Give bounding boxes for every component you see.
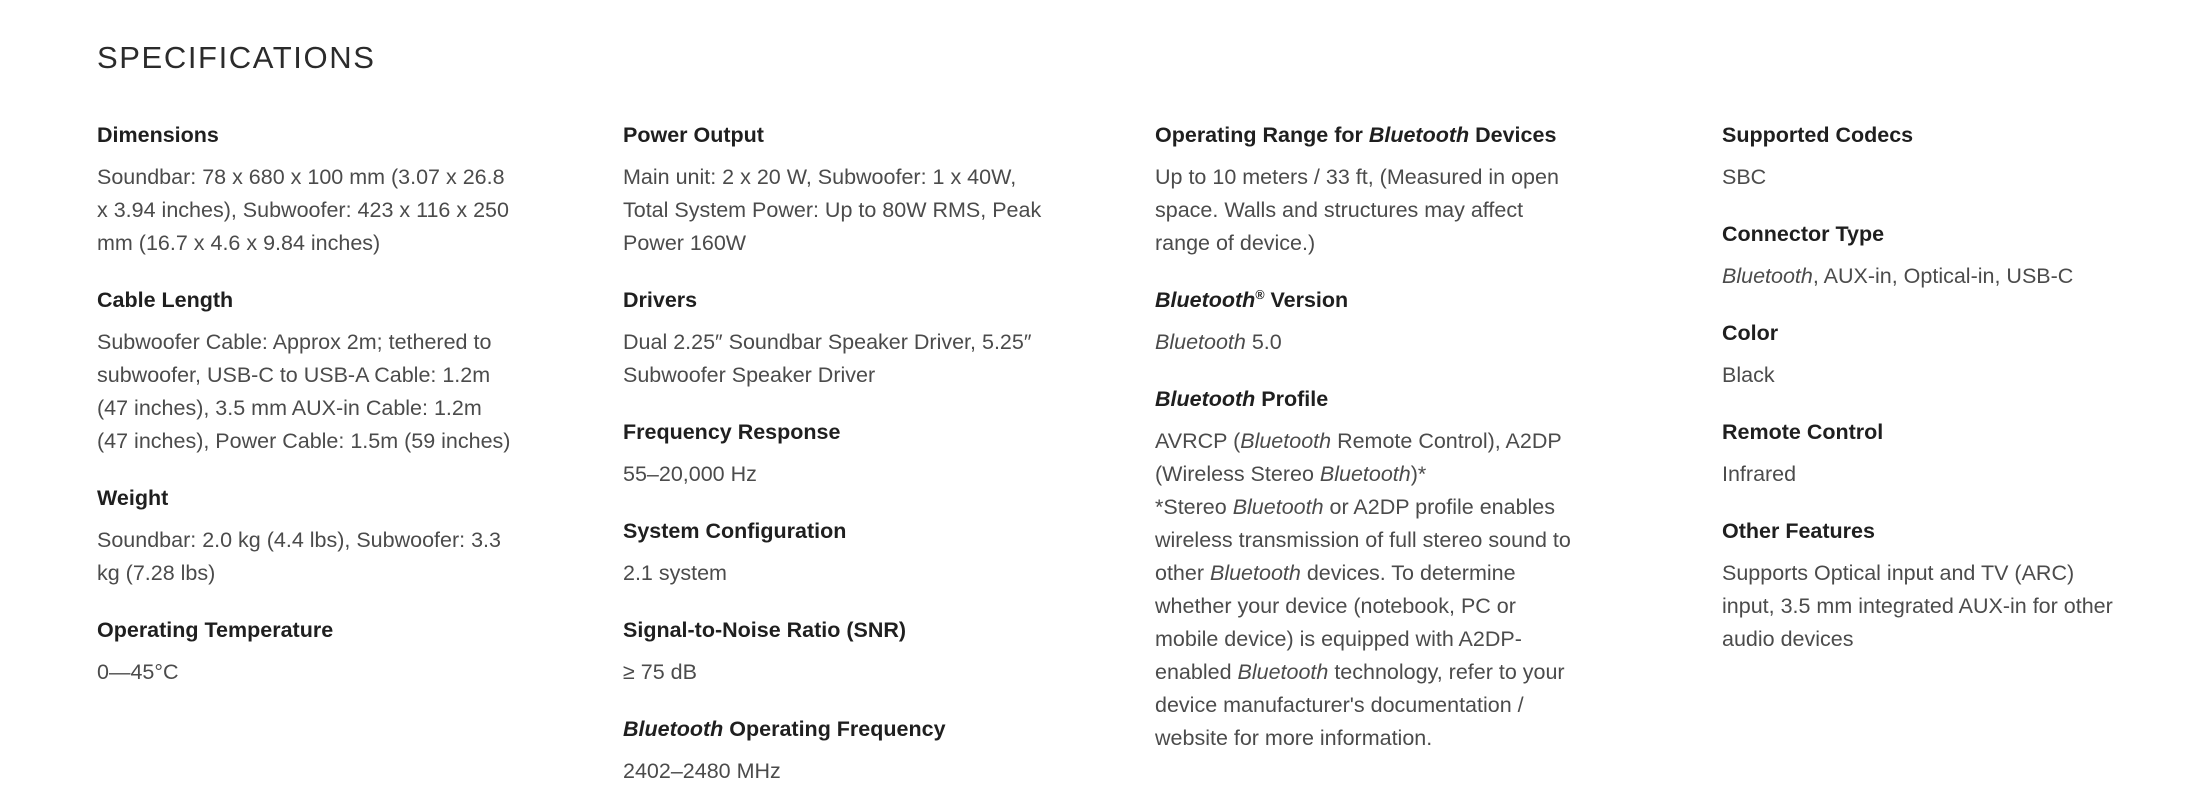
text-run: Infrared <box>1722 461 1797 486</box>
text-run-italic: Bluetooth <box>1368 122 1470 147</box>
spec-section <box>623 419 1050 491</box>
text-run: *Stereo <box>1155 494 1233 519</box>
text-run: Connector Type <box>1722 221 1885 246</box>
text-run-italic: Bluetooth <box>1240 428 1332 453</box>
spec-value <box>1722 161 2115 194</box>
text-run: AVRCP ( <box>1155 428 1241 453</box>
spec-heading <box>1722 122 2115 148</box>
spec-value <box>623 656 1050 689</box>
text-run: Remote Control <box>1722 419 1884 444</box>
spec-heading <box>1722 419 2115 445</box>
text-run-italic: Bluetooth <box>1237 659 1329 684</box>
page-title: SPECIFICATIONS <box>97 40 376 75</box>
spec-section <box>623 617 1050 689</box>
text-run: Version <box>1264 287 1349 312</box>
text-run: technology, refer to your device manufacturer's documentation / website for more information. <box>1155 659 1565 750</box>
spec-value <box>623 458 1050 491</box>
text-run-italic: Bluetooth <box>1155 386 1256 411</box>
spec-column-audio <box>623 122 1050 788</box>
spec-heading <box>1155 122 1575 148</box>
text-run: Operating Frequency <box>723 716 946 741</box>
spec-heading <box>1722 320 2115 346</box>
text-run: Color <box>1722 320 1779 345</box>
spec-heading <box>623 518 1050 544</box>
text-run: )* <box>1410 461 1427 486</box>
text-run: System Configuration <box>623 518 847 543</box>
spec-value <box>1155 425 1575 755</box>
text-run: Power Output <box>623 122 764 147</box>
text-run: Signal-to-Noise Ratio (SNR) <box>623 617 907 642</box>
text-run-italic: Bluetooth <box>1232 494 1324 519</box>
text-run: Up to 10 meters / 33 ft, (Measured in open space. Walls and structures may affect range of device.) <box>1155 164 1559 255</box>
text-run: 2.1 system <box>623 560 727 585</box>
text-run: or A2DP profile enables wireless transmission of full stereo sound to other <box>1155 494 1571 585</box>
text-run-superscript: ® <box>1255 287 1265 302</box>
spec-section <box>1155 122 1575 260</box>
text-run: Supported Codecs <box>1722 122 1914 147</box>
spec-column-connectivity <box>1680 122 2115 683</box>
spec-heading <box>97 485 518 511</box>
spec-value <box>97 326 518 458</box>
text-run: devices. To determine whether your device (notebook, PC or mobile device) is equipped with A2DP-enabled <box>1155 560 1522 684</box>
text-run: Drivers <box>623 287 698 312</box>
spec-heading <box>97 287 518 313</box>
text-run-italic: Bluetooth <box>623 716 724 741</box>
spec-heading <box>623 122 1050 148</box>
text-run: Devices <box>1469 122 1557 147</box>
spec-value <box>623 755 1050 788</box>
text-run-italic: Bluetooth <box>1155 287 1256 312</box>
spec-column-bluetooth <box>1155 122 1575 782</box>
text-run: Subwoofer Cable: Approx 2m; tethered to subwoofer, USB-C to USB-A Cable: 1.2m (47 inches), 3.5 mm AUX-in Cable: 1.2m (47 inches), Power Cable: 1.5m (59 inches) <box>97 329 511 453</box>
spec-heading <box>1722 518 2115 544</box>
spec-section <box>97 617 518 689</box>
text-run: Dual 2.25″ Soundbar Speaker Driver, 5.25″ Subwoofer Speaker Driver <box>623 329 1032 387</box>
spec-section <box>1155 287 1575 359</box>
spec-value <box>623 326 1050 392</box>
spec-value <box>97 656 518 689</box>
text-run: 55–20,000 Hz <box>623 461 757 486</box>
text-run: Operating Range for <box>1155 122 1369 147</box>
text-run-italic: Bluetooth <box>1155 329 1246 354</box>
spec-section <box>1722 518 2115 656</box>
spec-section <box>1722 320 2115 392</box>
text-run: Dimensions <box>97 122 219 147</box>
spec-section <box>623 287 1050 392</box>
spec-heading <box>1722 221 2115 247</box>
text-run: Operating Temperature <box>97 617 334 642</box>
spec-section <box>97 287 518 458</box>
spec-heading <box>1155 386 1575 412</box>
spec-columns <box>97 122 2120 788</box>
spec-heading <box>623 419 1050 445</box>
spec-section <box>1722 419 2115 491</box>
text-run: Frequency Response <box>623 419 841 444</box>
spec-section <box>623 122 1050 260</box>
text-run: , AUX-in, Optical-in, USB-C <box>1812 263 2074 288</box>
spec-value <box>97 161 518 260</box>
spec-column-physical <box>97 122 518 716</box>
text-run: Other Features <box>1722 518 1875 543</box>
text-run: 0—45°C <box>97 659 179 684</box>
text-run: Weight <box>97 485 169 510</box>
text-run-italic: Bluetooth <box>1319 461 1411 486</box>
text-run: 5.0 <box>1245 329 1282 354</box>
spec-value <box>1155 161 1575 260</box>
text-run: Black <box>1722 362 1775 387</box>
text-run-italic: Bluetooth <box>1209 560 1301 585</box>
text-run: Soundbar: 78 x 680 x 100 mm (3.07 x 26.8 x 3.94 inches), Subwoofer: 423 x 116 x 250 mm (16.7 x 4.6 x 9.84 inches) <box>97 164 509 255</box>
text-run: Main unit: 2 x 20 W, Subwoofer: 1 x 40W, Total System Power: Up to 80W RMS, Peak Power 160W <box>623 164 1042 255</box>
spec-section <box>623 716 1050 788</box>
spec-section <box>97 122 518 260</box>
spec-section <box>1155 386 1575 755</box>
text-run-italic: Bluetooth <box>1722 263 1813 288</box>
spec-section <box>97 485 518 590</box>
spec-value <box>1722 359 2115 392</box>
spec-value <box>97 524 518 590</box>
text-run: Soundbar: 2.0 kg (4.4 lbs), Subwoofer: 3.3 kg (7.28 lbs) <box>97 527 501 585</box>
spec-heading <box>1155 287 1575 313</box>
text-run: Remote Control), A2DP (Wireless Stereo <box>1155 428 1562 486</box>
spec-value <box>1722 458 2115 491</box>
text-run: Supports Optical input and TV (ARC) input, 3.5 mm integrated AUX-in for other audio devices <box>1722 560 2113 651</box>
spec-heading <box>623 617 1050 643</box>
spec-heading <box>623 716 1050 742</box>
spec-section <box>623 518 1050 590</box>
spec-value <box>1155 326 1575 359</box>
text-run: Profile <box>1255 386 1329 411</box>
text-run: ≥ 75 dB <box>623 659 697 684</box>
spec-heading <box>623 287 1050 313</box>
spec-section <box>1722 122 2115 194</box>
spec-heading <box>97 122 518 148</box>
spec-value <box>623 557 1050 590</box>
text-run: Cable Length <box>97 287 234 312</box>
spec-value <box>623 161 1050 260</box>
spec-heading <box>97 617 518 643</box>
spec-value <box>1722 260 2115 293</box>
text-run: SBC <box>1722 164 1767 189</box>
text-run: 2402–2480 MHz <box>623 758 781 783</box>
spec-value <box>1722 557 2115 656</box>
spec-section <box>1722 221 2115 293</box>
